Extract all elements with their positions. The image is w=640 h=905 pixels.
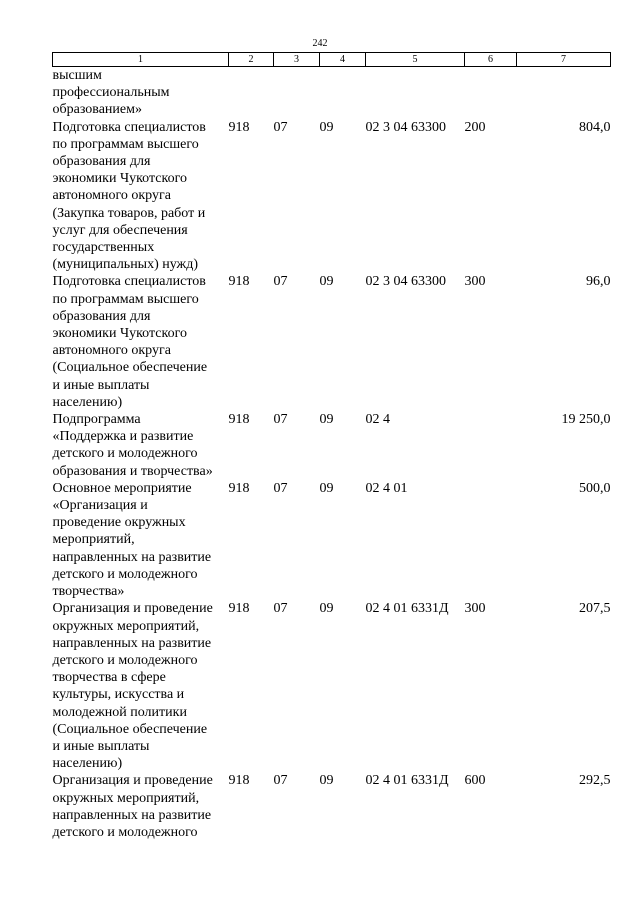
item-name-line: образования для: [52, 154, 151, 170]
item-name-line: (Социальное обеспечение: [52, 721, 208, 737]
item-name-line: образованием»: [52, 102, 142, 118]
amount-cell: 96,0: [586, 274, 611, 290]
section-code-cell: 07: [273, 773, 288, 789]
subsection-code-cell: 09: [319, 773, 334, 789]
item-name-cell: [53, 600, 229, 772]
section-code-cell: 07: [273, 480, 288, 496]
table-row: [53, 480, 611, 600]
item-name-line: мероприятий,: [52, 532, 135, 548]
item-name-line: Организация и проведение: [52, 601, 213, 617]
budget-table: [52, 52, 611, 841]
amount-cell: 292,5: [579, 773, 611, 789]
item-name-line: (Социальное обеспечение: [52, 360, 208, 376]
amount-cell: [517, 67, 611, 119]
item-name-line: и иные выплаты: [52, 377, 150, 393]
table-body: [53, 67, 611, 842]
section-code-cell: 07: [273, 274, 288, 290]
page-number: 242: [312, 38, 328, 49]
expense-type-cell: 600: [464, 773, 486, 789]
item-name-line: направленных на развитие: [52, 635, 212, 651]
item-name-line: экономики Чукотского: [52, 326, 187, 342]
column-header: 4: [320, 53, 366, 67]
item-name-line: (муниципальных) нужд): [52, 257, 199, 273]
amount-cell: 19 250,0: [561, 412, 611, 428]
target-article-cell: 02 3 04 63300: [365, 274, 446, 290]
expense-type-cell: 200: [464, 119, 486, 135]
admin-code-cell: 918: [228, 274, 250, 290]
column-header: 2: [229, 53, 274, 67]
item-name-line: «Организация и: [52, 498, 148, 514]
column-header: 3: [274, 53, 320, 67]
column-header: 6: [465, 53, 517, 67]
item-name-line: окружных мероприятий,: [52, 618, 200, 634]
item-name-line: по программам высшего: [52, 291, 199, 307]
item-name-line: (Закупка товаров, работ и: [52, 205, 206, 221]
subsection-code-cell: 09: [319, 119, 334, 135]
item-name-line: творчества в сфере: [52, 670, 166, 686]
column-header: 7: [517, 53, 611, 67]
table-row: [53, 273, 611, 411]
amount-cell: 207,5: [579, 601, 611, 617]
item-name-line: высшим: [52, 68, 102, 83]
target-article-cell: 02 4 01: [365, 480, 408, 496]
column-header: 5: [366, 53, 465, 67]
item-name-line: автономного округа: [52, 188, 171, 204]
amount-cell: 500,0: [579, 480, 611, 496]
target-article-cell: 02 3 04 63300: [365, 119, 446, 135]
table-row: [53, 67, 611, 119]
admin-code-cell: 918: [228, 412, 250, 428]
admin-code-cell: [229, 67, 274, 119]
item-name-line: Подготовка специалистов: [52, 119, 206, 135]
admin-code-cell: 918: [228, 601, 250, 617]
item-name-cell: [53, 273, 229, 411]
expense-type-cell: [465, 67, 517, 119]
section-code-cell: 07: [273, 119, 288, 135]
item-name-line: государственных: [52, 240, 155, 256]
item-name-cell: [53, 411, 229, 480]
item-name-line: детского и молодежного: [52, 446, 198, 462]
item-name-line: «Поддержка и развитие: [52, 429, 194, 445]
table-row: [53, 119, 611, 274]
item-name-line: культуры, искусства и: [52, 687, 185, 703]
section-code-cell: [274, 67, 320, 119]
item-name-line: экономики Чукотского: [52, 171, 187, 187]
column-header: 1: [53, 53, 229, 67]
item-name-cell: [53, 480, 229, 600]
item-name-cell: [53, 67, 229, 119]
subsection-code-cell: 09: [319, 274, 334, 290]
expense-type-cell: 300: [464, 274, 486, 290]
item-name-line: услуг для обеспечения: [52, 222, 188, 238]
item-name-line: детского и молодежного: [52, 824, 198, 840]
section-code-cell: 07: [273, 601, 288, 617]
amount-cell: 804,0: [579, 119, 611, 135]
column-number-row: [53, 53, 611, 67]
item-name-line: образования и творчества»: [52, 463, 213, 479]
item-name-line: направленных на развитие: [52, 807, 212, 823]
item-name-line: автономного округа: [52, 343, 171, 359]
item-name-line: детского и молодежного: [52, 566, 198, 582]
item-name-line: детского и молодежного: [52, 652, 198, 668]
item-name-line: окружных мероприятий,: [52, 790, 200, 806]
item-name-line: проведение окружных: [52, 515, 186, 531]
expense-type-cell: 300: [464, 601, 486, 617]
item-name-line: и иные выплаты: [52, 738, 150, 754]
item-name-line: по программам высшего: [52, 136, 199, 152]
item-name-line: молодежной политики: [52, 704, 187, 720]
admin-code-cell: 918: [228, 480, 250, 496]
item-name-line: Организация и проведение: [52, 773, 213, 789]
target-article-cell: [366, 67, 465, 119]
subsection-code-cell: 09: [319, 412, 334, 428]
target-article-cell: 02 4 01 6331Д: [365, 773, 449, 789]
item-name-cell: [53, 119, 229, 274]
target-article-cell: 02 4 01 6331Д: [365, 601, 449, 617]
item-name-line: образования для: [52, 308, 151, 324]
item-name-line: творчества»: [52, 584, 125, 600]
table-row: [53, 600, 611, 772]
section-code-cell: 07: [273, 412, 288, 428]
subsection-code-cell: [320, 67, 366, 119]
subsection-code-cell: 09: [319, 480, 334, 496]
item-name-line: Подготовка специалистов: [52, 274, 206, 290]
item-name-line: профессиональным: [52, 85, 170, 101]
item-name-line: Подпрограмма: [52, 412, 141, 428]
table-row: [53, 411, 611, 480]
expense-type-cell: [465, 480, 517, 600]
table-row: [53, 772, 611, 841]
subsection-code-cell: 09: [319, 601, 334, 617]
item-name-line: Основное мероприятие: [52, 480, 192, 496]
admin-code-cell: 918: [228, 773, 250, 789]
item-name-line: населению): [52, 756, 123, 772]
target-article-cell: 02 4: [365, 412, 390, 428]
admin-code-cell: 918: [228, 119, 250, 135]
item-name-line: населению): [52, 394, 123, 410]
item-name-line: направленных на развитие: [52, 549, 212, 565]
item-name-cell: [53, 772, 229, 841]
expense-type-cell: [465, 411, 517, 480]
